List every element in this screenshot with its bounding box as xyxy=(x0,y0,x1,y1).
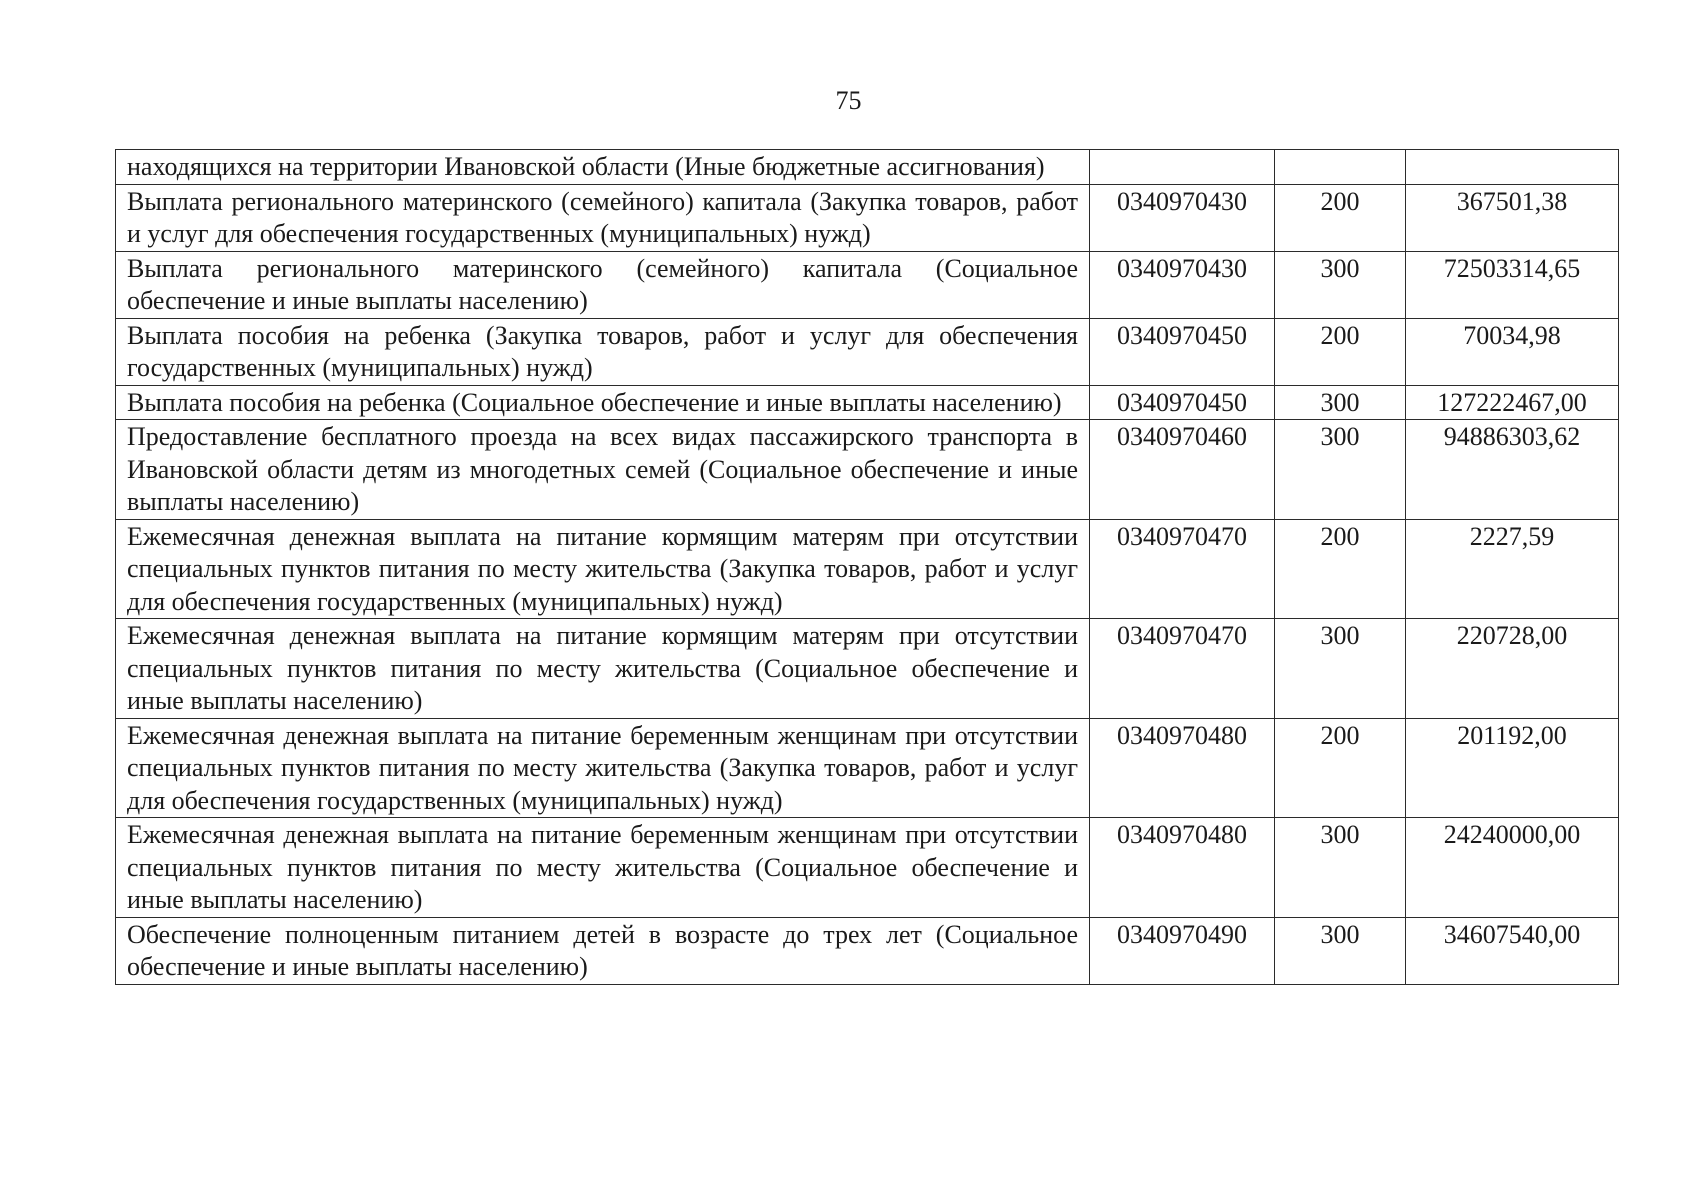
row-expense-type: 300 xyxy=(1275,420,1406,520)
row-expense-type xyxy=(1275,150,1406,185)
row-amount: 94886303,62 xyxy=(1406,420,1619,520)
table-row xyxy=(116,251,1619,318)
row-description: Выплата регионального материнского (семейного) капитала (Социальное обеспечение и иные выплаты населению) xyxy=(116,251,1090,318)
row-target-code: 0340970450 xyxy=(1090,318,1275,385)
row-amount: 2227,59 xyxy=(1406,519,1619,619)
row-description: находящихся на территории Ивановской области (Иные бюджетные ассигнования) xyxy=(116,150,1090,185)
row-amount: 367501,38 xyxy=(1406,184,1619,251)
row-target-code: 0340970460 xyxy=(1090,420,1275,520)
row-expense-type: 300 xyxy=(1275,818,1406,918)
table-row xyxy=(116,619,1619,719)
page-number: 75 xyxy=(835,86,862,115)
row-target-code: 0340970490 xyxy=(1090,917,1275,984)
row-description: Ежемесячная денежная выплата на питание кормящим матерям при отсутствии специальных пунктов питания по месту жительства (Социальное обеспечение и иные выплаты населению) xyxy=(116,619,1090,719)
table-row xyxy=(116,385,1619,420)
row-description: Выплата регионального материнского (семейного) капитала (Закупка товаров, работ и услуг для обеспечения государственных (муниципальных) нужд) xyxy=(116,184,1090,251)
row-amount: 220728,00 xyxy=(1406,619,1619,719)
row-target-code: 0340970480 xyxy=(1090,818,1275,918)
table-row xyxy=(116,818,1619,918)
table-row xyxy=(116,519,1619,619)
table-row xyxy=(116,184,1619,251)
row-expense-type: 200 xyxy=(1275,718,1406,818)
budget-table-body xyxy=(116,150,1619,985)
row-expense-type: 300 xyxy=(1275,385,1406,420)
row-amount xyxy=(1406,150,1619,185)
row-description: Ежемесячная денежная выплата на питание беременным женщинам при отсутствии специальных пунктов питания по месту жительства (Закупка товаров, работ и услуг для обеспечения государственных (муниципальных) нужд) xyxy=(116,718,1090,818)
row-target-code: 0340970430 xyxy=(1090,184,1275,251)
table-row xyxy=(116,917,1619,984)
row-expense-type: 200 xyxy=(1275,519,1406,619)
row-description: Ежемесячная денежная выплата на питание кормящим матерям при отсутствии специальных пунктов питания по месту жительства (Закупка товаров, работ и услуг для обеспечения государственных (муниципальных) нужд) xyxy=(116,519,1090,619)
row-expense-type: 300 xyxy=(1275,619,1406,719)
row-target-code: 0340970430 xyxy=(1090,251,1275,318)
row-amount: 127222467,00 xyxy=(1406,385,1619,420)
row-description: Выплата пособия на ребенка (Закупка товаров, работ и услуг для обеспечения государственных (муниципальных) нужд) xyxy=(116,318,1090,385)
row-target-code: 0340970450 xyxy=(1090,385,1275,420)
row-target-code xyxy=(1090,150,1275,185)
table-row xyxy=(116,318,1619,385)
row-expense-type: 200 xyxy=(1275,318,1406,385)
row-expense-type: 200 xyxy=(1275,184,1406,251)
row-description: Ежемесячная денежная выплата на питание беременным женщинам при отсутствии специальных пунктов питания по месту жительства (Социальное обеспечение и иные выплаты населению) xyxy=(116,818,1090,918)
table-row xyxy=(116,718,1619,818)
row-expense-type: 300 xyxy=(1275,917,1406,984)
row-target-code: 0340970470 xyxy=(1090,619,1275,719)
row-amount: 201192,00 xyxy=(1406,718,1619,818)
row-amount: 34607540,00 xyxy=(1406,917,1619,984)
row-description: Предоставление бесплатного проезда на всех видах пассажирского транспорта в Ивановской области детям из многодетных семей (Социальное обеспечение и иные выплаты населению) xyxy=(116,420,1090,520)
row-description: Выплата пособия на ребенка (Социальное обеспечение и иные выплаты населению) xyxy=(116,385,1090,420)
row-amount: 72503314,65 xyxy=(1406,251,1619,318)
table-row xyxy=(116,420,1619,520)
row-amount: 24240000,00 xyxy=(1406,818,1619,918)
row-description: Обеспечение полноценным питанием детей в возрасте до трех лет (Социальное обеспечение и иные выплаты населению) xyxy=(116,917,1090,984)
row-target-code: 0340970470 xyxy=(1090,519,1275,619)
row-amount: 70034,98 xyxy=(1406,318,1619,385)
row-target-code: 0340970480 xyxy=(1090,718,1275,818)
table-row xyxy=(116,150,1619,185)
row-expense-type: 300 xyxy=(1275,251,1406,318)
budget-table xyxy=(115,149,1619,985)
